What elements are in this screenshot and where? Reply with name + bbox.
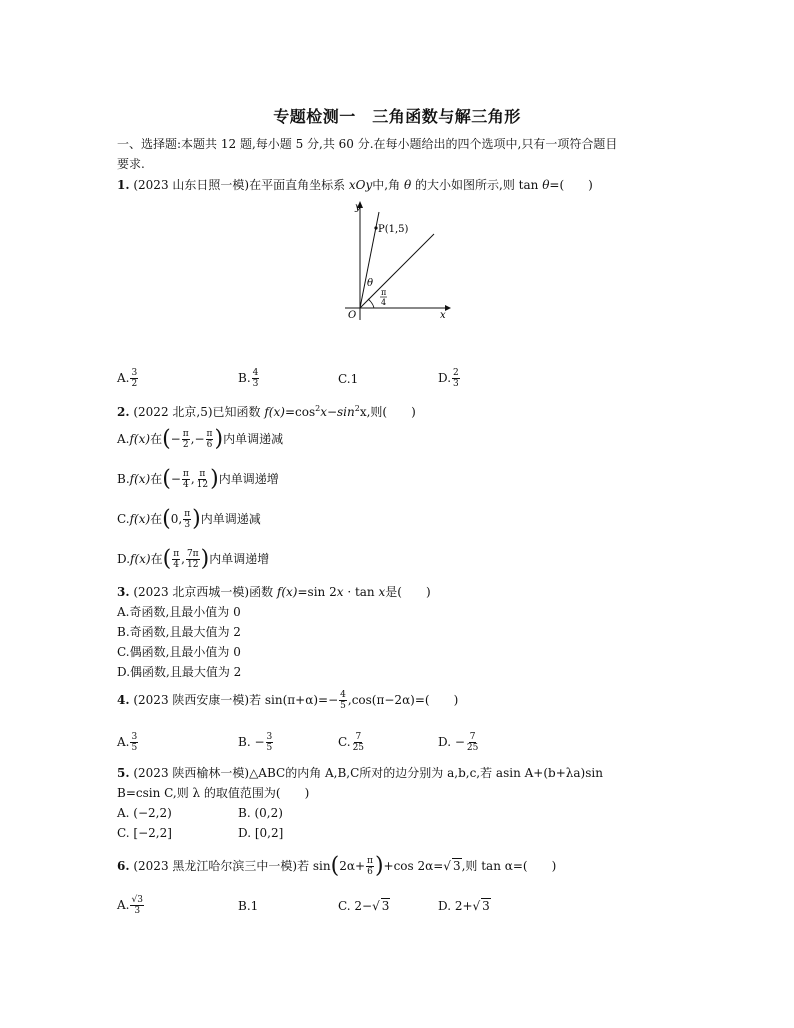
arc-theta [368,299,371,302]
question-2: 2. (2022 北京,5)已知函数 $f(x)=\cos^2x-\sin^2x$,则( ) [117,404,416,419]
question-number: 2. [117,405,130,419]
origin-label: O [348,310,357,321]
question-4: 4. (2023 陕西安康一模)若 sin(π+α)=− $\frac{4}{5}$ ,cos(π−2α)=( ) [117,690,459,711]
pi-label: π [381,288,387,297]
page-title: 专题检测一 三角函数与解三角形 [273,107,521,126]
y-label: y [355,202,361,213]
q2-option-c[interactable]: C.f(x)在(0, $\frac{\pi}{3}$ )内单调递减 [117,506,261,532]
section-header: 一、选择题:本题共 12 题,每小题 5 分,共 60 分.在每小题给出的四个选项中,只有一项符合题目 [117,137,618,151]
question-number: 6. [117,859,130,873]
q4-option-d[interactable]: D. − $\frac{7}{25}$ [438,732,479,753]
question-6: 6. (2023 黑龙江哈尔滨三中一模)若 sin(2α+ $\frac{\pi}{6}$ )+cos 2α=√ 3,则 tan α=( ) [117,853,557,879]
q3-option-a[interactable]: A.奇函数,且最小值为 0 [117,605,241,619]
question-number: 3. [117,585,130,599]
question-5: 5. (2023 陕西榆林一模)△ABC的内角 A,B,C所对的边分别为 a,b,c,若 asin A+(b+λa)sin [117,766,603,780]
theta-label: θ [367,278,374,289]
x-label: x [440,310,446,321]
q6-option-c[interactable]: C. 2−√ 3 [338,899,390,913]
q2-option-a[interactable]: A.f(x)在(− $\frac{\pi}{2}$ ,− $\frac{\pi}{6}$ )内单调递减 [117,426,284,452]
q3-option-c[interactable]: C.偶函数,且最小值为 0 [117,645,241,659]
q5-option-c[interactable]: C. [−2,2] [117,826,172,840]
q4-option-b[interactable]: B. − $\frac{3}{5}$ [238,732,273,753]
q4-option-c[interactable]: C. $\frac{7}{25}$ [338,732,365,753]
section-header-cont: 要求. [117,157,145,171]
q6-option-a[interactable]: A. $\frac{√3}{3}$ [117,895,143,916]
q6-option-b[interactable]: B.1 [238,899,259,913]
question-number: 5. [117,766,130,780]
q5-option-d[interactable]: D. [0,2] [238,826,284,840]
q1-option-b[interactable]: B. $\frac{4}{3}$ [238,368,259,389]
q3-option-d[interactable]: D.偶函数,且最大值为 2 [117,665,242,679]
q2-option-b[interactable]: B.f(x)在(− $\frac{\pi}{4}$ , $\frac{\pi}{12}$ )内单调递增 [117,466,279,492]
angle-figure [335,198,460,323]
q4-option-a[interactable]: A. $\frac{3}{5}$ [117,732,138,753]
q6-option-d[interactable]: D. 2+√ 3 [438,899,490,913]
q5-option-b[interactable]: B. (0,2) [238,806,283,820]
q5-option-a[interactable]: A. (−2,2) [117,806,172,820]
question-5-cont: B=csin C,则 λ 的取值范围为( ) [117,786,310,800]
four-label: 4 [381,298,387,307]
q1-option-c[interactable]: C.1 [338,372,359,386]
q1-option-d[interactable]: D. $\frac{2}{3}$ [438,368,459,389]
arc-pi4 [371,302,374,308]
question-number: 4. [117,693,130,707]
question-number: 1. [117,178,130,192]
q1-option-a[interactable]: A. $\frac{3}{2}$ [117,368,138,389]
question-1: 1. (2023 山东日照一模)在平面直角坐标系 xOy中,角 θ 的大小如图所示,则 tan θ=( ) [117,178,593,192]
x-axis-arrow [445,305,451,311]
ray-pi4 [360,234,434,308]
ray-op [360,212,379,308]
question-3: 3. (2023 北京西城一模)函数 f(x)=sin 2x · tan x是( ) [117,585,431,599]
point-p-label: P(1,5) [378,224,409,235]
q2-option-d[interactable]: D.f(x)在( $\frac{\pi}{4}$ , $\frac{7\pi}{12}$ )内单调递增 [117,546,270,572]
q3-option-b[interactable]: B.奇函数,且最大值为 2 [117,625,241,639]
